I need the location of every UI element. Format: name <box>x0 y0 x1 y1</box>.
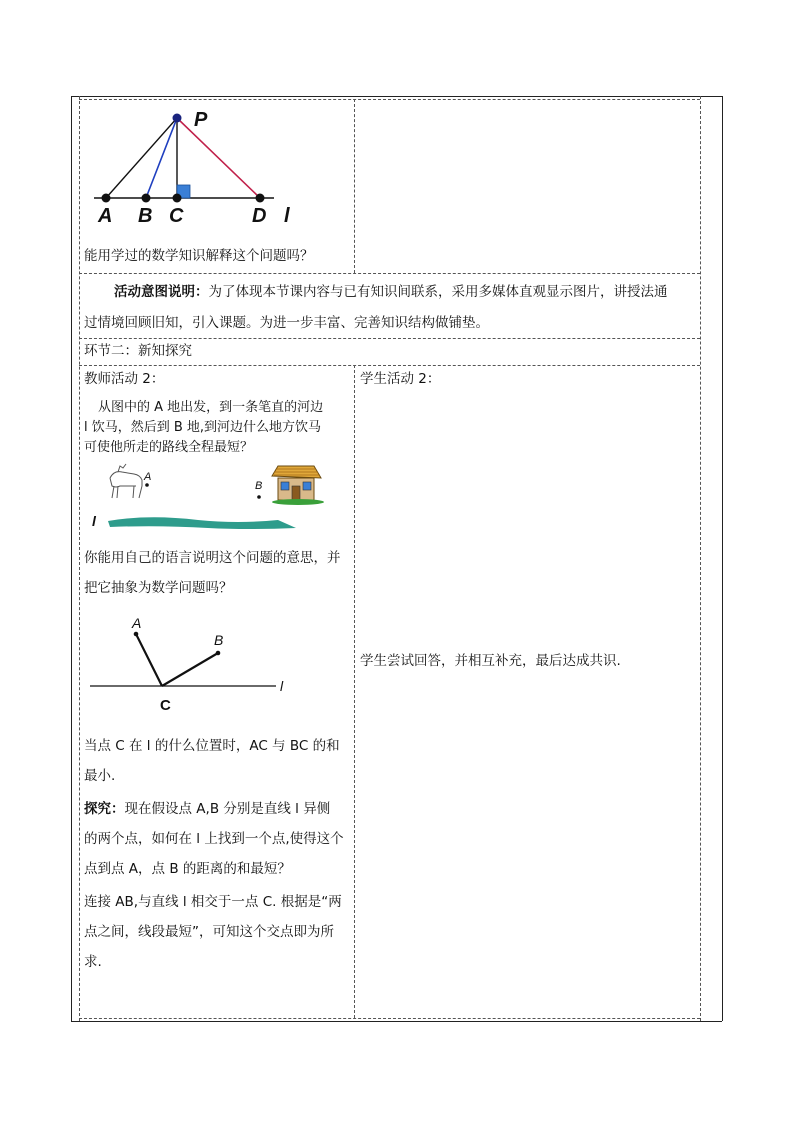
problem-line-1: 从图中的 A 地出发，到一条笔直的河边 <box>98 400 324 415</box>
explore-line-2: 的两个点，如何在 l 上找到一个点,使得这个 <box>84 831 344 847</box>
teacher-heading: 教师活动 2： <box>84 371 165 387</box>
point-a-2 <box>134 632 139 637</box>
label-c: C <box>169 205 184 227</box>
table-left-border <box>71 96 72 1021</box>
intent-line-1 <box>114 277 668 307</box>
table-right-border <box>722 96 723 1021</box>
when-text <box>84 731 340 791</box>
point-b-2 <box>216 651 221 656</box>
house-image <box>272 466 324 505</box>
label-d: D <box>252 205 267 227</box>
explain-text <box>84 543 341 603</box>
connect-text <box>84 887 342 977</box>
connect-line-1: 连接 AB,与直线 l 相交于一点 C. 根据是“两 <box>84 894 342 910</box>
label-l-2: l <box>280 678 284 694</box>
connect-line-2: 点之间，线段最短”，可知这个交点即为所 <box>84 924 334 940</box>
inner-right-line <box>700 96 701 1021</box>
point-d <box>256 194 265 203</box>
row-separator-1 <box>79 273 700 274</box>
section-title: 环节二：新知探究 <box>84 343 192 359</box>
label-l: l <box>284 205 290 227</box>
point-a <box>102 194 111 203</box>
label-c-2: C <box>160 697 171 714</box>
problem-line-3: 可使他所走的路线全程最短？ <box>84 440 254 455</box>
segment-pa <box>106 118 177 198</box>
student-heading: 学生活动 2： <box>360 371 441 387</box>
teacher-problem <box>84 398 323 458</box>
inner-left-line <box>79 96 80 1021</box>
horse-image <box>110 464 142 498</box>
label-p: P <box>194 109 208 131</box>
segment-ac <box>136 634 162 686</box>
connect-line-3: 求. <box>84 954 102 970</box>
label-b-2: B <box>214 632 224 648</box>
scene-label-b: B <box>255 480 263 492</box>
segment-bc <box>162 653 218 686</box>
explore-label: 探究： <box>84 801 125 817</box>
scene-label-l: l <box>92 513 96 529</box>
when-line-2: 最小. <box>84 768 116 784</box>
intent-label: 活动意图说明： <box>114 284 209 300</box>
perpendicular-distance-diagram <box>84 100 314 230</box>
student-answer: 学生尝试回答，并相互补充，最后达成共识. <box>360 653 621 669</box>
horse-river-scene <box>88 458 328 538</box>
point-b <box>142 194 151 203</box>
problem-line-2: l 饮马，然后到 B 地,到河边什么地方饮马 <box>84 420 322 435</box>
label-a: A <box>98 205 113 227</box>
column-divider-row4 <box>354 365 355 1018</box>
explore-text <box>84 794 344 884</box>
explore-line-1 <box>84 794 344 824</box>
point-p <box>173 114 182 123</box>
explain-line-2: 把它抽象为数学问题吗？ <box>84 580 233 596</box>
explain-line-1: 你能用自己的语言说明这个问题的意思，并 <box>84 550 341 566</box>
column-divider-row1 <box>354 99 355 273</box>
table-top-border <box>71 96 722 97</box>
point-c <box>173 194 182 203</box>
label-a-2: A <box>132 615 142 631</box>
intent-text-1: 为了体现本节课内容与已有知识间联系，采用多媒体直观显示图片，讲授法通 <box>208 284 668 300</box>
table-bottom-border <box>71 1021 722 1022</box>
point-a-scene <box>145 483 149 487</box>
inner-bottom-line <box>79 1018 700 1019</box>
explore-text-1: 现在假设点 A,B 分别是直线 l 异侧 <box>124 801 331 817</box>
ac-bc-diagram <box>84 612 304 717</box>
when-line-1: 当点 C 在 l 的什么位置时，AC 与 BC 的和 <box>84 738 340 754</box>
river-image <box>108 517 296 529</box>
intent-line-2: 过情境回顾旧知，引入课题。为进一步丰富、完善知识结构做铺垫。 <box>84 315 489 331</box>
scene-label-a: A <box>144 471 152 483</box>
point-b-scene <box>257 495 261 499</box>
explore-line-3: 点到点 A，点 B 的距离的和最短？ <box>84 861 291 877</box>
label-b: B <box>138 205 153 227</box>
segment-pb <box>146 118 177 198</box>
row1-question: 能用学过的数学知识解释这个问题吗？ <box>84 248 314 264</box>
